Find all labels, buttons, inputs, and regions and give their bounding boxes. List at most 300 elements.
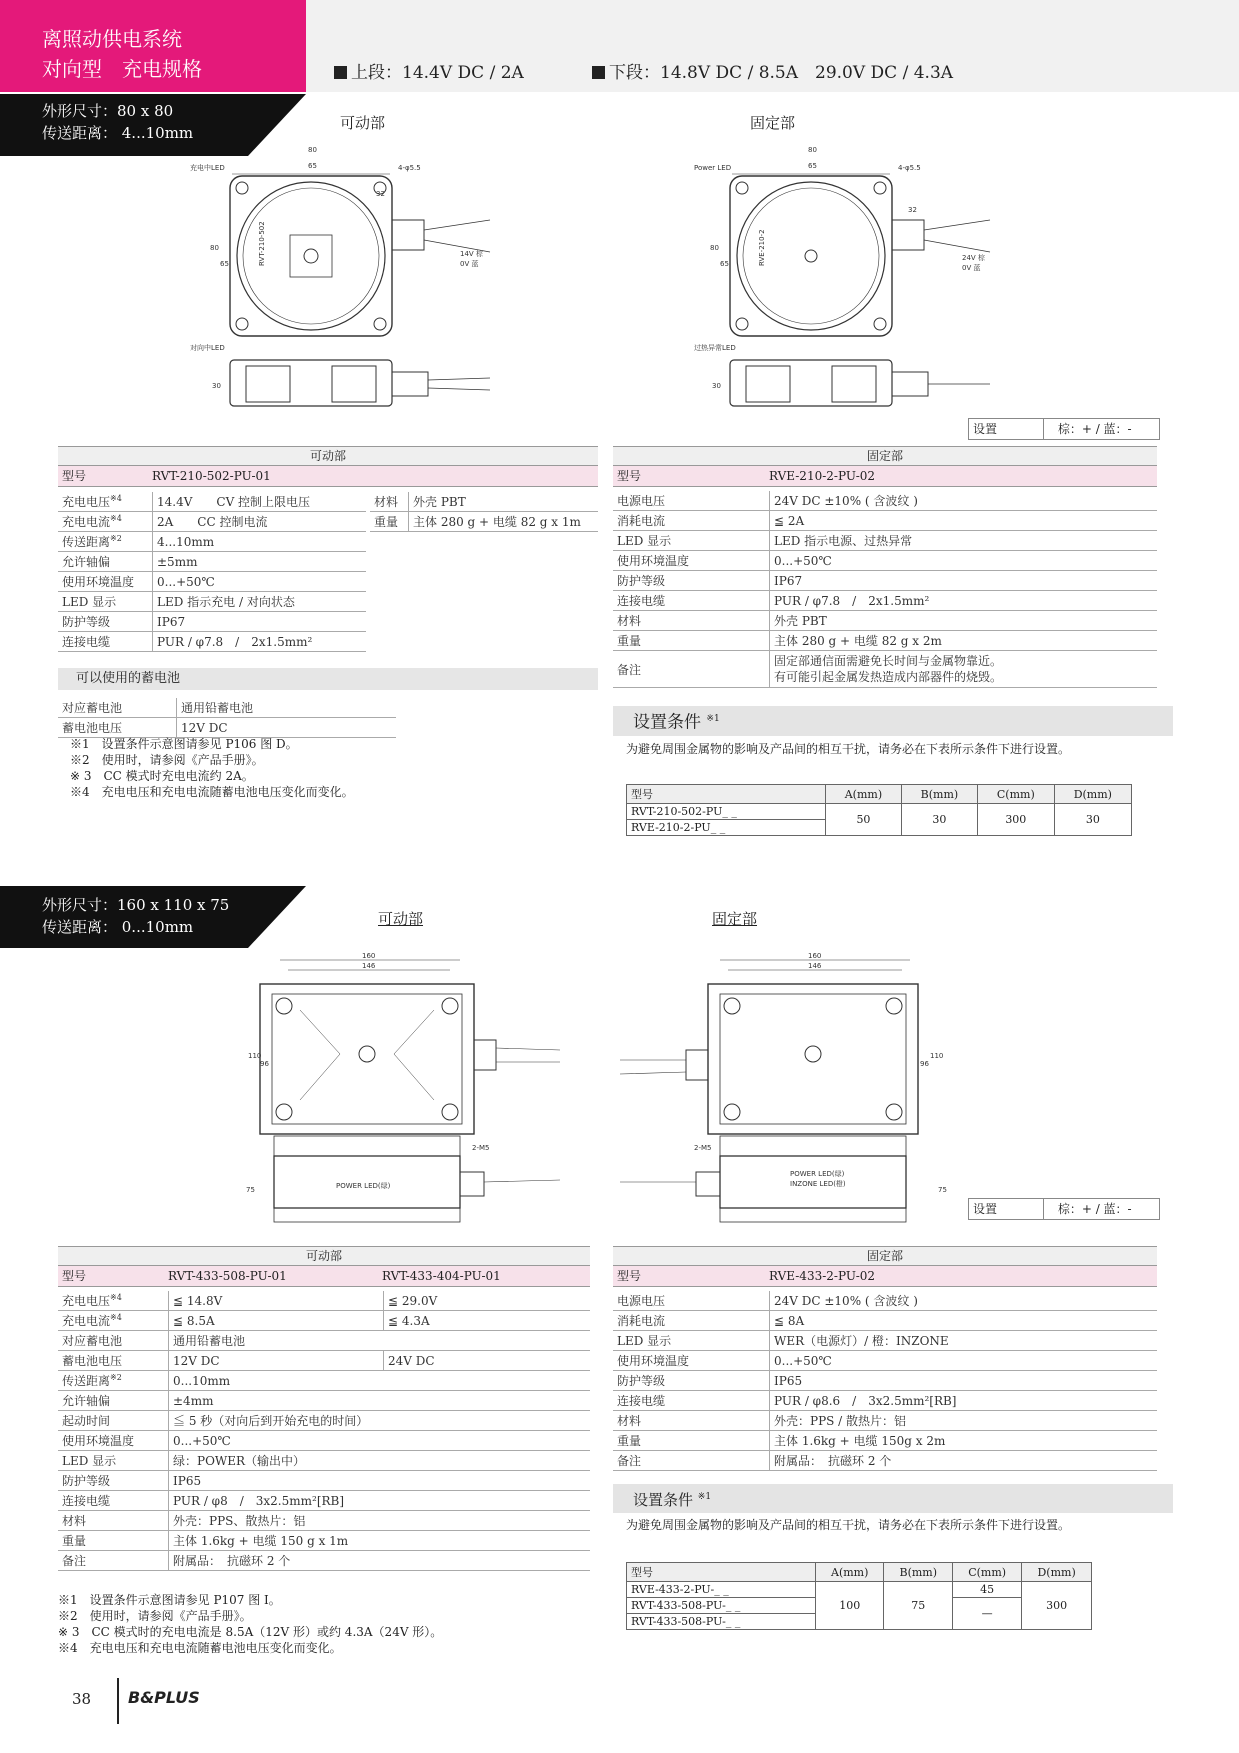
spec-value: 0...+50℃ [770, 551, 1158, 571]
table-row [613, 1331, 1157, 1351]
spec-key [58, 1371, 169, 1391]
spec-key-label: 传送距离 [62, 1374, 111, 1388]
sec2-setup-table [626, 1562, 1092, 1630]
svg-text:30: 30 [712, 382, 721, 390]
spec-key [58, 1391, 169, 1411]
spec-value: 主体 1.6kg + 电缆 150 g x 1m [169, 1531, 591, 1551]
svg-text:0V 蓝: 0V 蓝 [962, 264, 981, 272]
sec2-mov-rows [58, 1291, 590, 1571]
svg-text:POWER LED(绿): POWER LED(绿) [336, 1182, 391, 1190]
square-bullet-icon [592, 66, 605, 79]
spec-upper [334, 58, 524, 83]
svg-text:146: 146 [808, 962, 822, 970]
spec-key [613, 611, 770, 631]
svg-text:75: 75 [246, 1186, 255, 1194]
spec-upper-text: 上段：14.4V DC / 2A [351, 63, 524, 83]
setting-label: 设置 [969, 419, 1044, 439]
spec-value: 12V DC [169, 1351, 384, 1371]
table-row [613, 531, 1157, 551]
svg-text:146: 146 [362, 962, 376, 970]
spec-value: LED 指示电源、过热异常 [770, 531, 1158, 551]
table-row [58, 698, 396, 718]
model-cell: RVE-210-2-PU_ _ [627, 820, 826, 836]
side-value: 外壳 PBT [409, 492, 599, 512]
model-value-a: RVT-433-508-PU-01 [168, 1269, 287, 1283]
spec-key-label: 材料 [617, 1414, 642, 1428]
spec-value: 14.4V CV 控制上限电压 [153, 492, 367, 512]
remark-key: 备注 [613, 651, 770, 688]
svg-text:2-M5: 2-M5 [694, 1144, 712, 1152]
svg-text:RVT-210-502: RVT-210-502 [258, 221, 266, 266]
table-row [58, 1551, 590, 1571]
spec-key-sup: ※4 [110, 1313, 122, 1322]
spec-key-label: 重量 [62, 1534, 87, 1548]
sec1-size: 外形尺寸：80 x 80 [42, 102, 174, 120]
spec-key-label: 连接电缆 [617, 1394, 666, 1408]
table-row [58, 1451, 590, 1471]
model-cell: RVT-433-508-PU-_ _ [627, 1614, 816, 1630]
sec1-setup-table [626, 784, 1132, 836]
spec-key [58, 1431, 169, 1451]
spec-key-label: 使用环境温度 [617, 1354, 690, 1368]
spec-lower-text: 下段：14.8V DC / 8.5A 29.0V DC / 4.3A [609, 63, 954, 83]
note: ※ 3 CC 模式时的充电电流是 8.5A（12V 形）或约 4.3A（24V 形）。 [58, 1625, 443, 1639]
table-row [58, 1331, 590, 1351]
table-row [613, 571, 1157, 591]
note: ※2 使用时，请参阅《产品手册》。 [58, 1609, 252, 1623]
value-cell: 300 [1022, 1582, 1092, 1630]
spec-key-label: LED 显示 [617, 534, 672, 548]
value-cell: — [953, 1598, 1022, 1630]
spec-key-label: 连接电缆 [62, 1494, 111, 1508]
table-row [613, 611, 1157, 631]
table-row [613, 1431, 1157, 1451]
spec-value: 0...+50℃ [770, 1351, 1158, 1371]
sec2-movable-drawing [240, 950, 570, 1240]
model-value: RVE-433-2-PU-02 [769, 1269, 876, 1283]
value-cell: 75 [884, 1582, 953, 1630]
table-row [613, 1411, 1157, 1431]
side-key: 重量 [370, 512, 409, 532]
spec-value: IP67 [153, 612, 367, 632]
table-row [58, 1431, 590, 1451]
model-cell: RVT-210-502-PU_ _ [627, 804, 826, 820]
table-row [613, 1451, 1157, 1471]
table-row [613, 511, 1157, 531]
svg-text:对向中LED: 对向中LED [190, 344, 225, 352]
svg-text:65: 65 [720, 260, 729, 268]
table-row [58, 718, 396, 738]
table-row [58, 1291, 590, 1311]
table-row [613, 1371, 1157, 1391]
sec2-setup-desc: 为避免周围金属物的影响及产品间的相互干扰，请务必在下表所示条件下进行设置。 [626, 1518, 1071, 1532]
spec-key [613, 1351, 770, 1371]
spec-value: ≦ 29.0V [384, 1291, 591, 1311]
spec-value: LED 指示充电 / 对向状态 [153, 592, 367, 612]
sec2-fixed-title: 固定部 [712, 910, 758, 928]
setting-value: 棕：+ / 蓝：- [1057, 422, 1132, 436]
spec-key-label: 防护等级 [62, 1474, 111, 1488]
table-row [58, 512, 366, 532]
value-cell: 30 [1054, 804, 1131, 836]
model-value-b: RVT-433-404-PU-01 [382, 1269, 501, 1283]
model-row [613, 466, 1157, 487]
note: ※4 充电电压和充电电流随蓄电池电压变化而变化。 [58, 1641, 342, 1655]
remark-line: 有可能引起金属发热造成内部器件的烧毁。 [774, 670, 1003, 684]
table-row [58, 1391, 590, 1411]
table-band-title: 可动部 [58, 1246, 590, 1266]
spec-key [613, 1371, 770, 1391]
col-header: C(mm) [977, 785, 1054, 804]
spec-key-label: 连接电缆 [617, 594, 666, 608]
spec-key-label: 备注 [62, 1554, 87, 1568]
spec-key-label: 防护等级 [617, 574, 666, 588]
spec-key [58, 532, 153, 552]
remark-line: 固定部通信面需避免长时间与金属物靠近。 [774, 654, 1003, 668]
spec-key [58, 632, 153, 652]
spec-value: 0...+50℃ [169, 1431, 591, 1451]
spec-value: IP65 [169, 1471, 591, 1491]
svg-text:160: 160 [808, 952, 822, 960]
spec-key [613, 1331, 770, 1351]
table-header-row [627, 1563, 1092, 1582]
model-row [58, 1266, 590, 1287]
table-row [58, 552, 366, 572]
spec-key [613, 571, 770, 591]
spec-key-label: 充电电压 [62, 495, 111, 509]
model-cell: RVE-433-2-PU-_ _ [627, 1582, 816, 1598]
spec-key-label: 重量 [617, 634, 642, 648]
svg-text:过热异常LED: 过热异常LED [694, 344, 736, 352]
table-row [58, 572, 366, 592]
note: ※ 3 CC 模式时充电电流约 2A。 [70, 769, 254, 783]
table-row [58, 1531, 590, 1551]
page-number: 38 [72, 1690, 92, 1708]
table-row [58, 532, 366, 552]
spec-key-label: 使用环境温度 [62, 1434, 135, 1448]
table-row [613, 491, 1157, 511]
model-row [58, 466, 598, 487]
table-row [613, 551, 1157, 571]
sec2-movable-title: 可动部 [378, 910, 424, 928]
svg-text:4-φ5.5: 4-φ5.5 [898, 164, 921, 172]
spec-key-label: 传送距离 [62, 535, 111, 549]
svg-text:14V 棕: 14V 棕 [460, 250, 483, 258]
table-row [58, 1471, 590, 1491]
spec-value: IP67 [770, 571, 1158, 591]
spec-key-label: 防护等级 [617, 1374, 666, 1388]
spec-value: 主体 1.6kg + 电缆 150g x 2m [770, 1431, 1158, 1451]
value-cell: 300 [977, 804, 1054, 836]
spec-key-label: 充电电流 [62, 1314, 111, 1328]
sec1-movable-title: 可动部 [340, 114, 386, 132]
col-header: B(mm) [884, 1563, 953, 1582]
spec-key [58, 1551, 169, 1571]
table-header-row [627, 785, 1132, 804]
sec1-movable-drawing [190, 140, 550, 430]
spec-key-label: 材料 [617, 614, 642, 628]
spec-key [613, 491, 770, 511]
spec-value: ±4mm [169, 1391, 591, 1411]
spec-key [613, 1391, 770, 1411]
sec2-fixed-drawing [620, 950, 960, 1240]
spec-value: 绿：POWER（输出中） [169, 1451, 591, 1471]
spec-key-sup: ※4 [110, 494, 122, 503]
spec-key-label: 连接电缆 [62, 635, 111, 649]
spec-value: 外壳 PBT [770, 611, 1158, 631]
col-header: A(mm) [826, 785, 902, 804]
spec-key-label: 使用环境温度 [62, 575, 135, 589]
table-row [58, 1491, 590, 1511]
spec-value: 外壳：PPS、散热片：铝 [169, 1511, 591, 1531]
note: ※4 充电电压和充电电流随蓄电池电压变化而变化。 [70, 785, 354, 799]
spec-key [613, 551, 770, 571]
sec1-battery-table [58, 698, 396, 738]
model-row [613, 1266, 1157, 1287]
spec-value: ≦ 2A [770, 511, 1158, 531]
svg-text:65: 65 [308, 162, 317, 170]
note: ※1 设置条件示意图请参见 P107 图 I。 [58, 1593, 281, 1607]
table-row [627, 804, 1132, 820]
table-row [58, 1351, 590, 1371]
spec-value: 主体 280 g + 电缆 82 g x 2m [770, 631, 1158, 651]
col-header: 型号 [627, 785, 826, 804]
spec-key [613, 1411, 770, 1431]
remark-value [770, 651, 1158, 688]
spec-key-label: 电源电压 [617, 494, 666, 508]
table-row [58, 1371, 590, 1391]
battery-value: 12V DC [177, 718, 397, 738]
model-label: 型号 [62, 1269, 87, 1283]
table-row [58, 492, 366, 512]
sec1-setting-box [968, 418, 1160, 440]
spec-key-label: 消耗电流 [617, 514, 666, 528]
spec-key [58, 1291, 169, 1311]
spec-value: WER（电源灯）/ 橙：INZONE [770, 1331, 1158, 1351]
model-cell: RVT-433-508-PU-_ _ [627, 1598, 816, 1614]
sec1-fix-rows [613, 491, 1157, 688]
col-header: 型号 [627, 1563, 816, 1582]
header-title-line1: 离照动供电系统 [42, 27, 182, 51]
table-row [370, 492, 598, 512]
spec-key [58, 1491, 169, 1511]
svg-text:80: 80 [710, 244, 719, 252]
spec-key-label: LED 显示 [62, 1454, 117, 1468]
sec2-distance: 传送距离： 0...10mm [42, 918, 194, 936]
spec-key-sup: ※2 [110, 534, 122, 543]
spec-key [58, 552, 153, 572]
spec-key-label: 起动时间 [62, 1414, 111, 1428]
model-label: 型号 [62, 469, 87, 483]
sec2-size-text [42, 894, 229, 938]
sec1-setup-title [613, 706, 1173, 736]
svg-text:32: 32 [908, 206, 917, 214]
spec-key-sup: ※4 [110, 514, 122, 523]
spec-value: ≦ 8.5A [169, 1311, 384, 1331]
spec-key-label: 充电电压 [62, 1294, 111, 1308]
table-row [58, 1411, 590, 1431]
footer-divider [117, 1678, 119, 1724]
table-row [627, 1582, 1092, 1598]
spec-key [58, 1411, 169, 1431]
spec-value: 附属品： 抗磁环 2 个 [770, 1451, 1158, 1471]
svg-text:POWER LED(绿): POWER LED(绿) [790, 1170, 845, 1178]
spec-lower [592, 58, 953, 83]
sec1-fixed-drawing [690, 140, 1050, 430]
sec1-distance: 传送距离： 4...10mm [42, 124, 194, 142]
table-row [613, 1391, 1157, 1411]
spec-key [58, 612, 153, 632]
spec-key [58, 492, 153, 512]
sec1-size-text [42, 100, 193, 144]
spec-key [58, 1451, 169, 1471]
table-row [613, 631, 1157, 651]
spec-value: IP65 [770, 1371, 1158, 1391]
spec-key-label: LED 显示 [62, 595, 117, 609]
spec-value: 外壳：PPS / 散热片：铝 [770, 1411, 1158, 1431]
spec-key-sup: ※2 [110, 1373, 122, 1382]
svg-text:96: 96 [920, 1060, 929, 1068]
sec1-movable-spec [58, 446, 598, 735]
spec-key [58, 1311, 169, 1331]
spec-key-label: 使用环境温度 [617, 554, 690, 568]
table-row [370, 512, 598, 532]
value-cell: 100 [816, 1582, 884, 1630]
spec-key [58, 572, 153, 592]
svg-text:96: 96 [260, 1060, 269, 1068]
svg-text:2-M5: 2-M5 [472, 1144, 490, 1152]
sec1-notes [70, 736, 354, 800]
table-row [613, 1291, 1157, 1311]
spec-key-label: 对应蓄电池 [62, 1334, 123, 1348]
spec-value: PUR / φ8 / 3x2.5mm²[RB] [169, 1491, 591, 1511]
spec-value: ±5mm [153, 552, 367, 572]
svg-text:110: 110 [248, 1052, 262, 1060]
spec-key-label: 防护等级 [62, 615, 111, 629]
sec2-setting-box [968, 1198, 1160, 1220]
sec2-fixed-spec [613, 1246, 1157, 1471]
battery-key: 对应蓄电池 [58, 698, 177, 718]
spec-key [58, 592, 153, 612]
spec-value: 4...10mm [153, 532, 367, 552]
svg-text:80: 80 [808, 146, 817, 154]
setup-title-text: 设置条件 [633, 1491, 694, 1509]
spec-value: ≦ 4.3A [384, 1311, 591, 1331]
spec-value: ≦ 8A [770, 1311, 1158, 1331]
spec-key-label: 重量 [617, 1434, 642, 1448]
spec-key-sup: ※4 [110, 1293, 122, 1302]
spec-key [613, 591, 770, 611]
sec2-fix-rows [613, 1291, 1157, 1471]
square-bullet-icon [334, 66, 347, 79]
setup-sup: ※1 [697, 1492, 712, 1502]
spec-value: ≦ 14.8V [169, 1291, 384, 1311]
setup-title-text: 设置条件 [633, 712, 701, 733]
side-key: 材料 [370, 492, 409, 512]
svg-text:80: 80 [210, 244, 219, 252]
sec1-mov-side [370, 492, 598, 532]
spec-key [58, 1331, 169, 1351]
spec-value: PUR / φ7.8 / 2x1.5mm² [153, 632, 367, 652]
battery-value: 通用铅蓄电池 [177, 698, 397, 718]
table-row [58, 1311, 590, 1331]
table-row [613, 1311, 1157, 1331]
sec1-fixed-title: 固定部 [750, 114, 796, 132]
spec-key [58, 512, 153, 532]
spec-value: ≦ 5 秒（对向后到开始充电的时间） [169, 1411, 591, 1431]
svg-text:65: 65 [220, 260, 229, 268]
table-band-title: 固定部 [613, 446, 1157, 466]
sec1-fixed-spec [613, 446, 1157, 688]
spec-key-label: 备注 [617, 1454, 642, 1468]
table-row [613, 651, 1157, 688]
spec-key [613, 531, 770, 551]
col-header: D(mm) [1054, 785, 1131, 804]
svg-text:110: 110 [930, 1052, 944, 1060]
spec-key [613, 1291, 770, 1311]
spec-value: PUR / φ7.8 / 2x1.5mm² [770, 591, 1158, 611]
sec2-movable-spec [58, 1246, 590, 1571]
spec-key-label: 充电电流 [62, 515, 111, 529]
table-band-title: 可动部 [58, 446, 598, 466]
note: ※2 使用时，请参阅《产品手册》。 [70, 753, 264, 767]
sec2-setup-title [613, 1484, 1173, 1513]
spec-value: 24V DC ±10% ( 含波纹 ) [770, 1291, 1158, 1311]
spec-value: 2A CC 控制电流 [153, 512, 367, 532]
spec-key-label: 允许轴偏 [62, 1394, 111, 1408]
svg-text:RVE-210-2: RVE-210-2 [758, 229, 766, 266]
table-row [58, 1511, 590, 1531]
svg-text:75: 75 [938, 1186, 947, 1194]
spec-value: 0...10mm [169, 1371, 591, 1391]
svg-text:4-φ5.5: 4-φ5.5 [398, 164, 421, 172]
spec-value: 附属品： 抗磁环 2 个 [169, 1551, 591, 1571]
spec-key-label: 电源电压 [617, 1294, 666, 1308]
svg-text:160: 160 [362, 952, 376, 960]
table-row [58, 592, 366, 612]
table-row [613, 1351, 1157, 1371]
spec-key [613, 1451, 770, 1471]
setting-label: 设置 [969, 1199, 1044, 1219]
sec2-notes [58, 1592, 442, 1656]
svg-text:80: 80 [308, 146, 317, 154]
spec-value: 24V DC ±10% ( 含波纹 ) [770, 491, 1158, 511]
spec-key-label: LED 显示 [617, 1334, 672, 1348]
spec-key-label: 消耗电流 [617, 1314, 666, 1328]
spec-key [58, 1511, 169, 1531]
sec2-size: 外形尺寸：160 x 110 x 75 [42, 896, 230, 914]
svg-text:Power LED: Power LED [694, 164, 732, 172]
value-cell: 50 [826, 804, 902, 836]
spec-value: 0...+50℃ [153, 572, 367, 592]
spec-key [58, 1351, 169, 1371]
model-label: 型号 [617, 1269, 642, 1283]
value-cell: 30 [901, 804, 977, 836]
col-header: A(mm) [816, 1563, 884, 1582]
battery-key: 蓄电池电压 [58, 718, 177, 738]
spec-key [58, 1531, 169, 1551]
spec-key-label: 材料 [62, 1514, 87, 1528]
side-value: 主体 280 g + 电缆 82 g x 1m [409, 512, 599, 532]
spec-key [613, 1311, 770, 1331]
spec-value: PUR / φ8.6 / 3x2.5mm²[RB] [770, 1391, 1158, 1411]
sec1-mov-rows [58, 492, 366, 652]
setting-value: 棕：+ / 蓝：- [1057, 1202, 1132, 1216]
model-label: 型号 [617, 469, 642, 483]
svg-text:65: 65 [808, 162, 817, 170]
table-row [58, 632, 366, 652]
spec-key-label: 蓄电池电压 [62, 1354, 123, 1368]
